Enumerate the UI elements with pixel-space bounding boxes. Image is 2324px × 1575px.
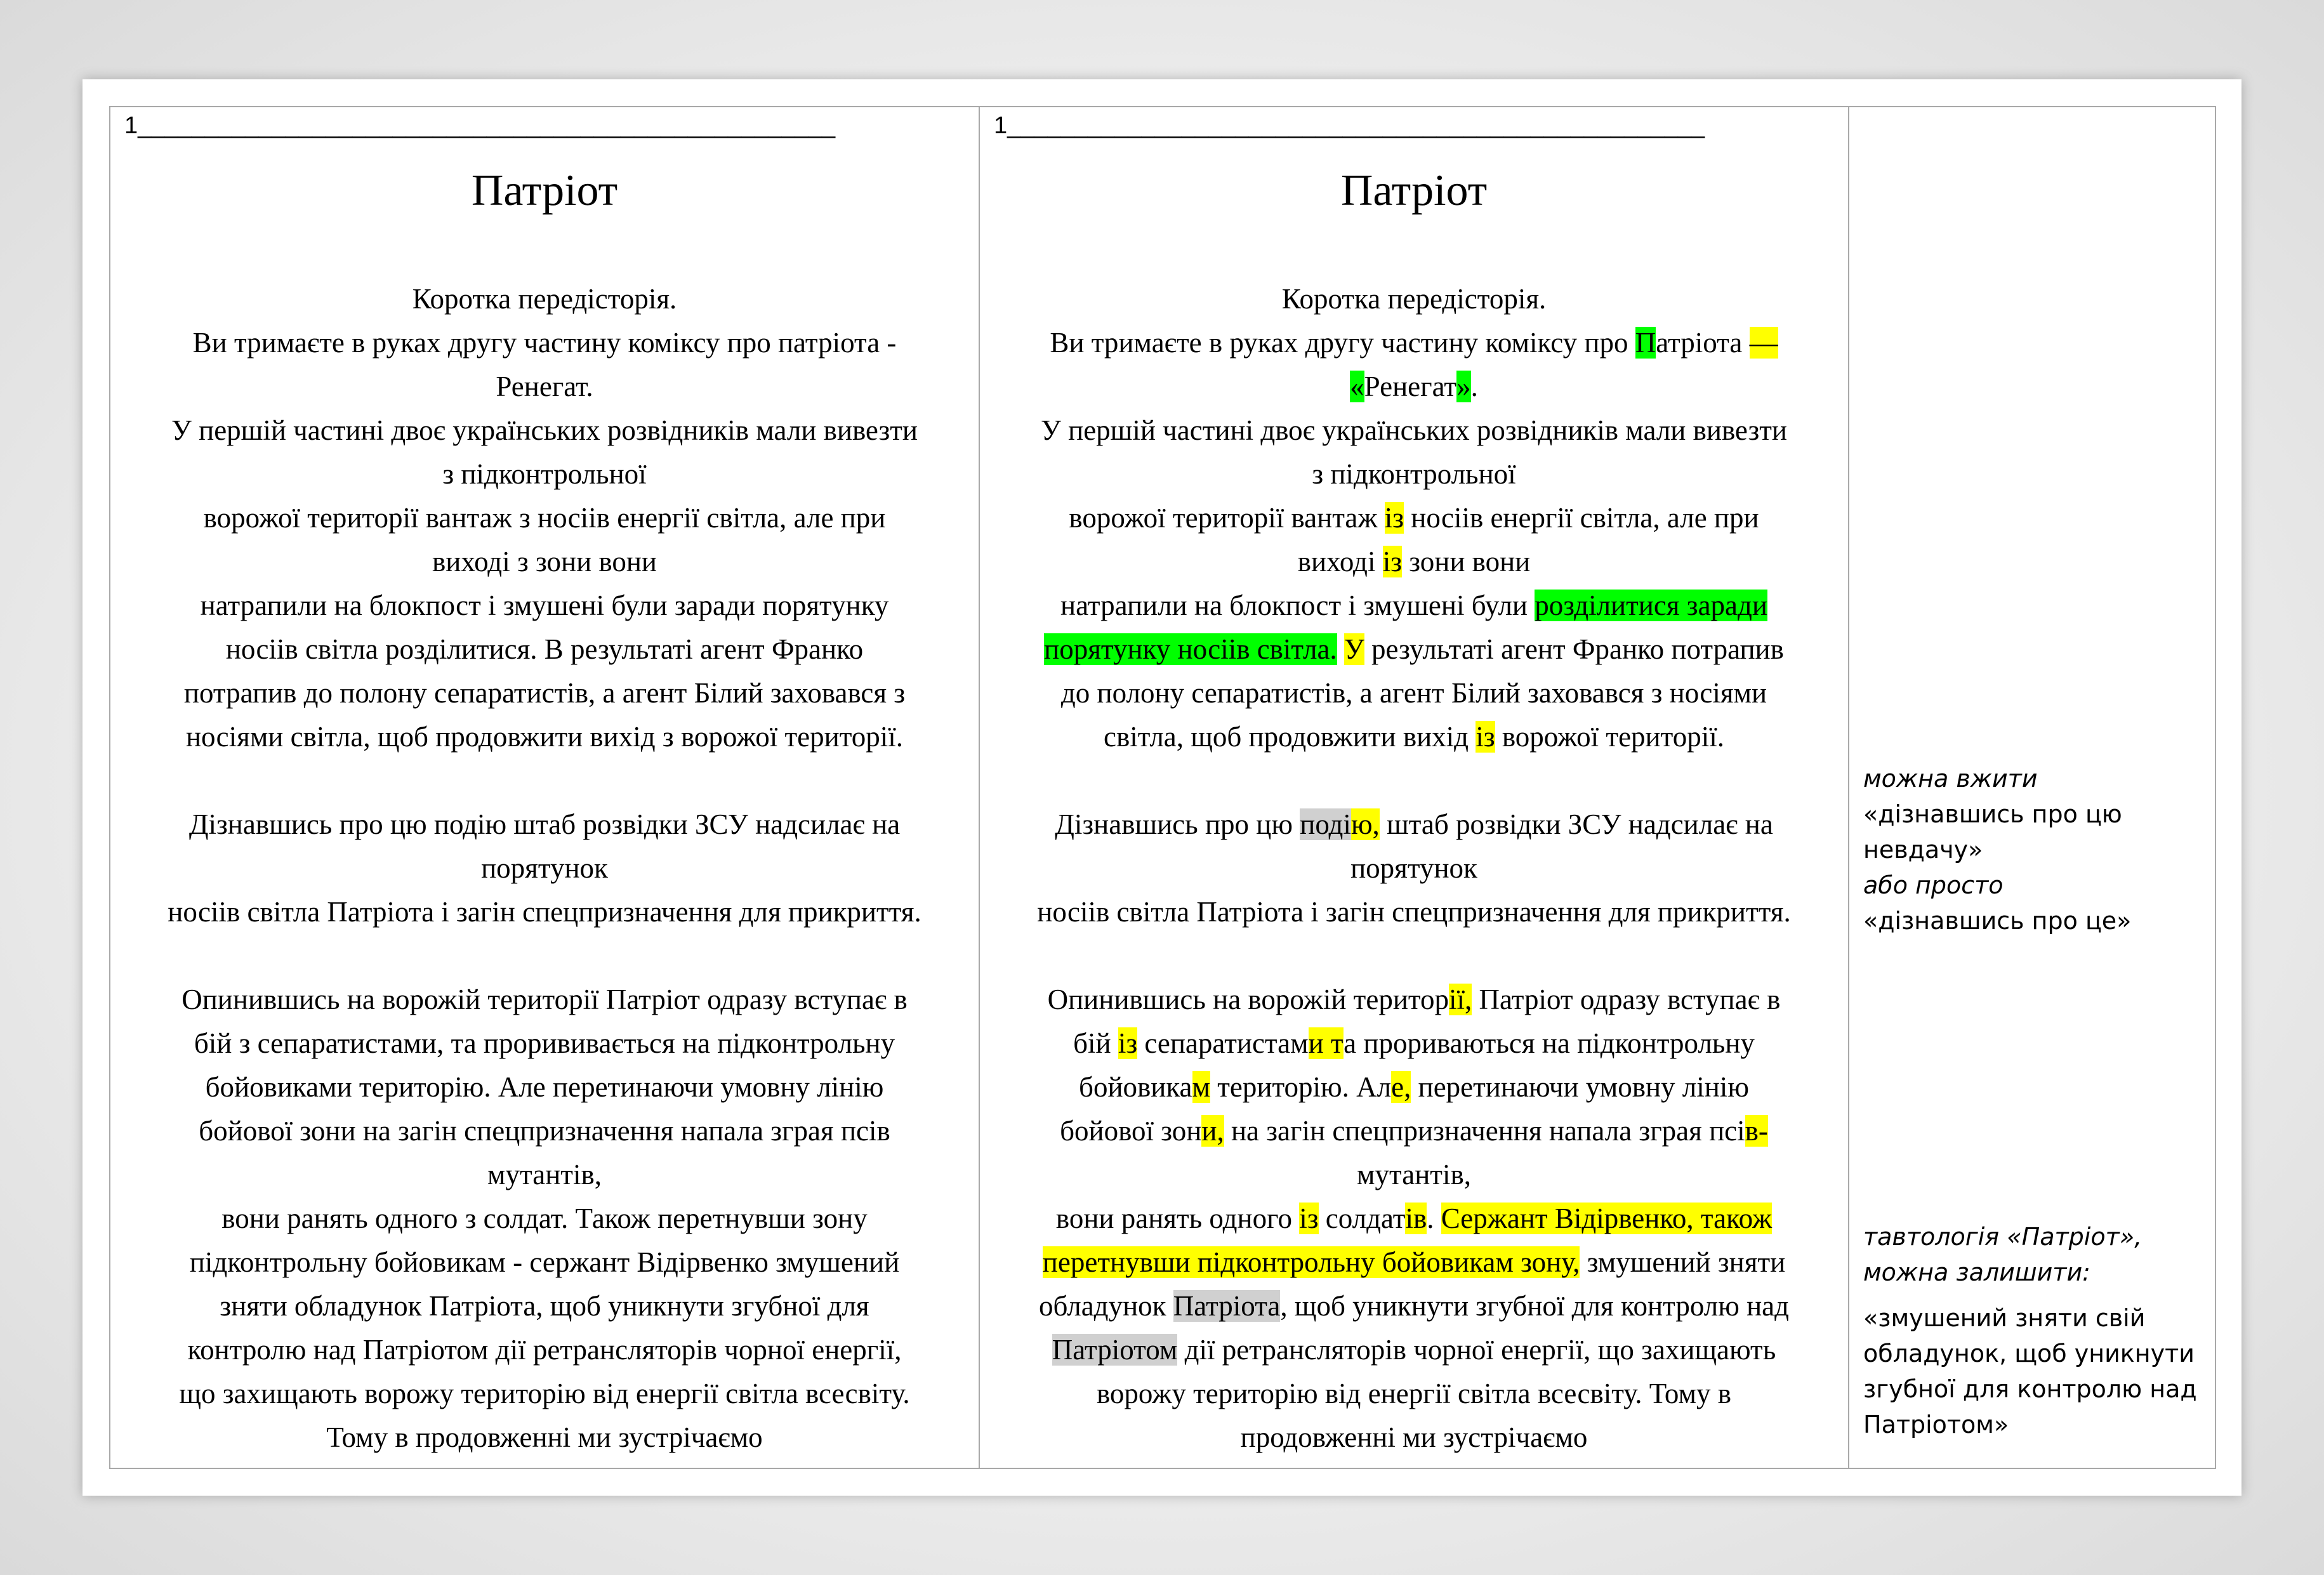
- text-segment: територію. Ал: [1210, 1071, 1392, 1103]
- text-line: бойовиками територію. Але перетинаючи умовну лінію: [205, 1071, 884, 1103]
- text-line: [989, 365, 1839, 409]
- comment-note-1: [1863, 761, 2208, 939]
- text-segment: мутантів,: [1357, 1159, 1471, 1190]
- text-line: [989, 496, 1839, 540]
- text-line: [989, 671, 1839, 715]
- text-segment: ворожої території.: [1495, 721, 1724, 753]
- comment-italic-text: можна залишити:: [1863, 1258, 2090, 1286]
- text-segment: носіів енергії світла, але при: [1404, 502, 1759, 534]
- highlighted-segment: із: [1476, 721, 1495, 753]
- text-line: підконтрольну бойовикам - сержант Відірвенко змушений: [189, 1246, 900, 1278]
- text-segment: вони ранять одного: [1055, 1203, 1300, 1234]
- text-line: [989, 1241, 1839, 1284]
- comment-line: «дізнавшись про це»: [1863, 907, 2132, 935]
- highlighted-segment: Патріотом: [1052, 1334, 1178, 1366]
- highlighted-segment: в-: [1745, 1115, 1768, 1147]
- comment-line: Патріотом»: [1863, 1411, 2009, 1439]
- highlighted-segment: »: [1456, 371, 1471, 402]
- text-line: [989, 1065, 1839, 1109]
- text-segment: солдат: [1318, 1203, 1406, 1234]
- highlighted-segment: із: [1384, 502, 1404, 534]
- comment-line: згубної для контролю над: [1863, 1375, 2197, 1403]
- comment-italic-text: тавтологія «Патріот»,: [1863, 1223, 2142, 1251]
- text-segment: штаб розвідки ЗСУ надсилає на: [1379, 808, 1773, 840]
- text-segment: , щоб уникнути згубної для контролю над: [1280, 1290, 1790, 1322]
- number-line: 1____________________________________________________: [994, 112, 1705, 139]
- text-line: [989, 277, 1839, 321]
- text-segment: Коротка передісторія.: [1281, 283, 1547, 315]
- text-segment: з підконтрольної: [1312, 458, 1516, 490]
- text-line: Дізнавшись про цю подію штаб розвідки ЗСУ надсилає на: [188, 808, 901, 840]
- text-line: [989, 847, 1839, 890]
- comment-line: [1863, 867, 2208, 903]
- highlighted-segment: із: [1118, 1027, 1138, 1059]
- text-segment: результаті агент Франко потрапив: [1364, 633, 1784, 665]
- text-line: [989, 628, 1839, 671]
- text-segment: Ренегат: [1364, 371, 1457, 402]
- text-segment: Дізнавшись про цю: [1055, 808, 1300, 840]
- text-segment: бойовика: [1079, 1071, 1192, 1103]
- blank-line: [989, 934, 1839, 978]
- comments-column: [1849, 107, 2215, 1468]
- text-segment: на загін спецпризначення напала зграя псі: [1224, 1115, 1745, 1147]
- original-text-column: [110, 107, 979, 1468]
- text-line: Опинившись на ворожій території Патріот одразу вступає в: [182, 984, 908, 1015]
- highlighted-segment: —: [1749, 327, 1778, 359]
- highlighted-segment: розділитися заради: [1535, 590, 1768, 621]
- text-line: мутантів,: [487, 1159, 602, 1190]
- text-segment: натрапили на блокпост і змушені були: [1060, 590, 1535, 621]
- text-segment: бойової зон: [1060, 1115, 1202, 1147]
- text-line: [989, 452, 1839, 496]
- text-line: [989, 1153, 1839, 1197]
- highlighted-segment: и,: [1201, 1115, 1224, 1147]
- text-line: [989, 1197, 1839, 1241]
- text-segment: змушений зняти: [1580, 1246, 1786, 1278]
- text-line: вони ранять одного з солдат. Також перетнувши зону: [221, 1203, 868, 1234]
- blank-line: [119, 759, 970, 803]
- edited-title: Патріот: [1340, 166, 1488, 215]
- text-segment: .: [1427, 1203, 1441, 1234]
- highlighted-segment: м: [1192, 1071, 1210, 1103]
- text-segment: бій: [1073, 1027, 1118, 1059]
- text-line: [989, 540, 1839, 584]
- text-segment: виході: [1297, 546, 1383, 577]
- text-segment: носіів світла Патріота і загін спецпризначення для прикриття.: [1037, 896, 1791, 928]
- comment-line: [1863, 1255, 2208, 1290]
- text-line: [989, 803, 1839, 847]
- text-segment: атріота: [1656, 327, 1750, 359]
- text-line: потрапив до полону сепаратистів, а агент Білий заховався з: [183, 677, 906, 709]
- comment-line: невдачу»: [1863, 836, 1983, 864]
- text-segment: світла, щоб продовжити вихід: [1104, 721, 1476, 753]
- text-line: [989, 890, 1839, 934]
- text-line: зняти обладунок Патріота, щоб уникнути згубної для: [220, 1290, 869, 1322]
- text-segment: до полону сепаратистів, а агент Білий заховався з носіями: [1060, 677, 1767, 709]
- edited-text-column: [979, 107, 1849, 1468]
- text-line: Ренегат.: [496, 371, 593, 402]
- comparison-table: [109, 106, 2216, 1469]
- text-line: [989, 584, 1839, 628]
- text-line: [989, 409, 1839, 452]
- text-line: бойової зони на загін спецпризначення напала зграя псів: [199, 1115, 890, 1147]
- text-line: контролю над Патріотом дії ретрансляторів чорної енергії,: [187, 1334, 902, 1366]
- highlighted-segment: із: [1382, 546, 1402, 577]
- text-segment: а прориваються на підконтрольну: [1344, 1027, 1755, 1059]
- text-segment: порятунок: [1350, 852, 1477, 884]
- text-line: [989, 715, 1839, 759]
- text-line: натрапили на блокпост і змушені були заради порятунку: [200, 590, 889, 621]
- comment-note-3: [1863, 1300, 2208, 1442]
- highlighted-segment: У: [1344, 633, 1364, 665]
- comment-note-2: [1863, 1219, 2208, 1290]
- text-segment: ворожу територію від енергії світла всесвіту. Тому в: [1096, 1378, 1732, 1409]
- text-segment: [1337, 633, 1344, 665]
- text-line: носіів світла Патріота і загін спецпризначення для прикриття.: [168, 896, 921, 928]
- text-segment: дії ретрансляторів чорної енергії, що захищають: [1177, 1334, 1776, 1366]
- text-segment: ворожої території вантаж: [1069, 502, 1385, 534]
- text-line: [989, 1022, 1839, 1065]
- text-line: бій з сепаратистами, та прорививається на підконтрольну: [194, 1027, 895, 1059]
- original-title: Патріот: [471, 166, 618, 215]
- text-segment: обладунок: [1038, 1290, 1173, 1322]
- comment-line: [1863, 761, 2208, 796]
- text-line: [989, 978, 1839, 1022]
- text-line: Ви тримаєте в руках другу частину коміксу про патріота -: [192, 327, 897, 359]
- text-segment: продовженні ми зустрічаємо: [1240, 1421, 1588, 1453]
- text-line: Тому в продовженні ми зустрічаємо: [326, 1421, 763, 1453]
- blank-line: [119, 934, 970, 978]
- text-segment: .: [1470, 371, 1478, 402]
- text-line: У першій частині двоє українських розвідників мали вивезти: [171, 414, 918, 446]
- highlighted-segment: ії,: [1448, 984, 1472, 1015]
- text-line: носіями світла, щоб продовжити вихід з ворожої території.: [185, 721, 904, 753]
- highlighted-segment: П: [1635, 327, 1656, 359]
- comment-line: [1863, 1219, 2208, 1255]
- text-line: [989, 1372, 1839, 1416]
- text-line: [989, 1416, 1839, 1460]
- highlighted-segment: и т: [1308, 1027, 1344, 1059]
- text-segment: сепаратистам: [1137, 1027, 1309, 1059]
- comment-line: «змушений зняти свій: [1863, 1304, 2146, 1332]
- text-line: ворожої території вантаж з носіів енергії світла, але при: [203, 502, 886, 534]
- highlighted-segment: ів: [1405, 1203, 1427, 1234]
- text-line: носіів світла розділитися. В результаті агент Франко: [225, 633, 864, 665]
- highlighted-segment: поді: [1300, 808, 1351, 840]
- text-segment: перетинаючи умовну лінію: [1411, 1071, 1749, 1103]
- highlighted-segment: ю,: [1350, 808, 1380, 840]
- document-page: [83, 79, 2241, 1496]
- text-line: [989, 1109, 1839, 1153]
- text-line: [989, 321, 1839, 365]
- highlighted-segment: із: [1299, 1203, 1319, 1234]
- text-line: виході з зони вони: [432, 546, 657, 577]
- blank-line: [989, 759, 1839, 803]
- comment-italic-text: можна вжити: [1863, 765, 2038, 793]
- highlighted-segment: «: [1350, 371, 1364, 402]
- text-segment: Опинившись на ворожій територ: [1047, 984, 1449, 1015]
- text-line: [989, 1284, 1839, 1328]
- original-body: [119, 277, 970, 1460]
- edited-body: [989, 277, 1839, 1460]
- highlighted-segment: порятунку носіів світла.: [1044, 633, 1337, 665]
- text-line: [989, 1328, 1839, 1372]
- text-segment: У першій частині двоє українських розвідників мали вивезти: [1041, 414, 1787, 446]
- comment-line: «дізнавшись про цю: [1863, 800, 2122, 828]
- text-segment: Ви тримаєте в руках другу частину коміксу про: [1050, 327, 1635, 359]
- highlighted-segment: Патріота: [1173, 1290, 1281, 1322]
- highlighted-segment: е,: [1391, 1071, 1411, 1103]
- comment-line: обладунок, щоб уникнути: [1863, 1340, 2195, 1367]
- text-line: Коротка передісторія.: [412, 283, 677, 315]
- highlighted-segment: Сержант Відірвенко, також: [1441, 1203, 1773, 1234]
- number-line: 1____________________________________________________: [124, 112, 836, 139]
- comment-italic-text: або просто: [1863, 871, 2004, 899]
- text-line: порятунок: [481, 852, 608, 884]
- text-segment: Патріот одразу вступає в: [1472, 984, 1781, 1015]
- text-line: з підконтрольної: [442, 458, 647, 490]
- text-line: що захищають ворожу територію від енергії світла всесвіту.: [179, 1378, 910, 1409]
- text-segment: зони вони: [1401, 546, 1531, 577]
- highlighted-segment: перетнувши підконтрольну бойовикам зону,: [1042, 1246, 1580, 1278]
